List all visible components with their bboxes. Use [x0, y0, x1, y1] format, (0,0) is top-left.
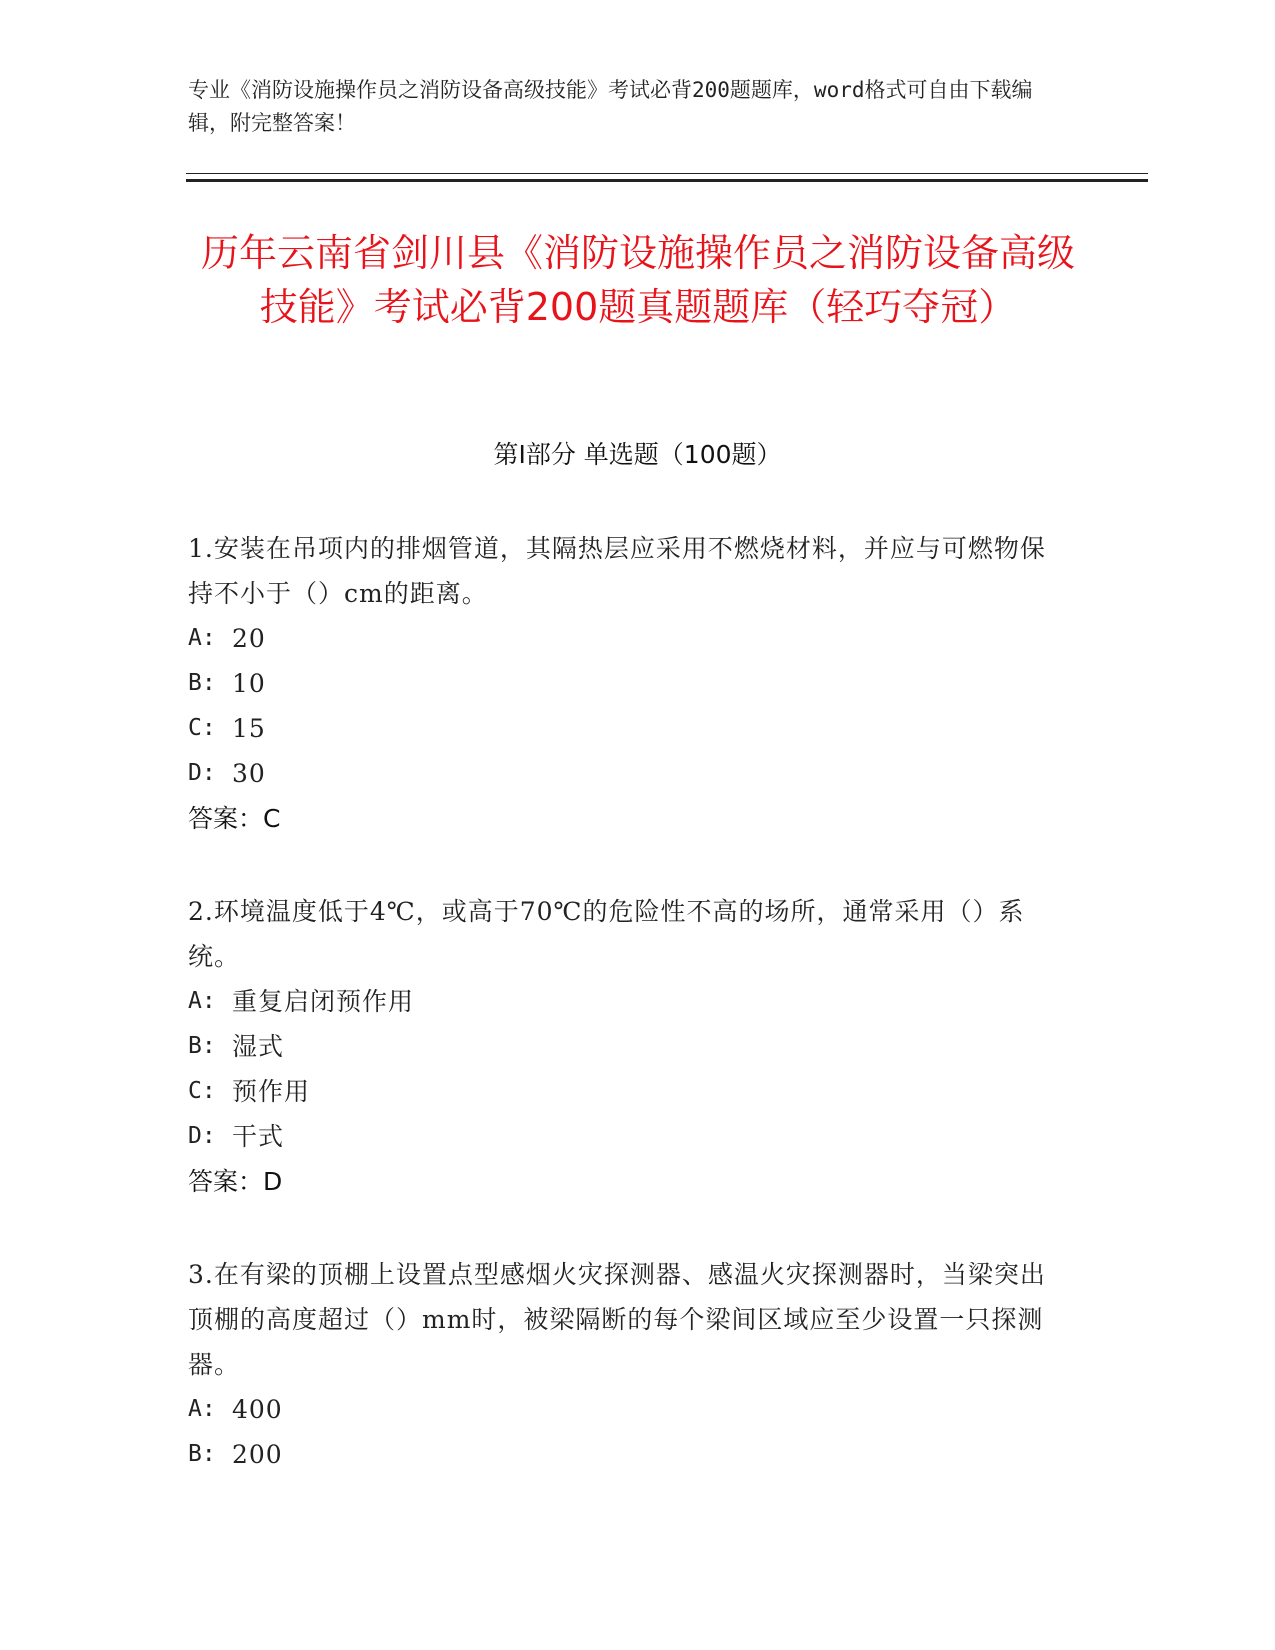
- answer-line: [188, 1159, 1068, 1204]
- option-letter: B:: [188, 1441, 216, 1467]
- option-letter: C:: [188, 1078, 216, 1104]
- option-letter: C:: [188, 715, 216, 741]
- option-text: 200: [232, 1440, 283, 1469]
- option-d: [188, 751, 1068, 796]
- answer-line: [188, 796, 1068, 841]
- option-letter: D:: [188, 760, 216, 786]
- option-text: 湿式: [232, 1032, 285, 1061]
- question-2: [188, 889, 1068, 1204]
- option-text: 10: [232, 669, 266, 698]
- header-divider-thick: [186, 179, 1148, 182]
- answer-prefix: 答案：: [188, 1167, 264, 1196]
- option-letter: A:: [188, 1396, 216, 1422]
- option-a: [188, 979, 1068, 1024]
- header-note: 专业《消防设施操作员之消防设备高级技能》考试必背200题题库，word格式可自由下载编辑，附完整答案！: [188, 78, 1033, 135]
- option-b: [188, 1432, 1068, 1477]
- option-letter: B:: [188, 1033, 216, 1059]
- option-c: [188, 1069, 1068, 1114]
- option-letter: A:: [188, 988, 216, 1014]
- option-text: 干式: [232, 1122, 285, 1151]
- option-text: 15: [232, 714, 266, 743]
- option-text: 20: [232, 624, 266, 653]
- option-text: 重复启闭预作用: [232, 987, 415, 1016]
- question-stem: 1.安装在吊项内的排烟管道，其隔热层应采用不燃烧材料，并应与可燃物保持不小于（）cm的距离。: [188, 534, 1046, 608]
- option-letter: D:: [188, 1123, 216, 1149]
- document-title: 历年云南省剑川县《消防设施操作员之消防设备高级技能》考试必背200题真题题库（轻巧夺冠）: [200, 231, 1075, 329]
- question-stem: 2.环境温度低于4℃，或高于70℃的危险性不高的场所，通常采用（）系统。: [188, 897, 1025, 971]
- question-stem: 3.在有梁的顶棚上设置点型感烟火灾探测器、感温火灾探测器时，当梁突出顶棚的高度超过（）mm时，被梁隔断的每个梁间区域应至少设置一只探测器。: [188, 1260, 1046, 1379]
- option-text: 30: [232, 759, 266, 788]
- section-heading: 第Ⅰ部分 单选题（100题）: [493, 440, 782, 469]
- option-text: 400: [232, 1395, 283, 1424]
- question-1: [188, 526, 1068, 841]
- question-3: [188, 1252, 1068, 1477]
- option-a: [188, 1387, 1068, 1432]
- answer-value: C: [263, 804, 281, 833]
- option-letter: B:: [188, 670, 216, 696]
- option-c: [188, 706, 1068, 751]
- answer-prefix: 答案：: [188, 804, 264, 833]
- option-a: [188, 616, 1068, 661]
- option-d: [188, 1114, 1068, 1159]
- option-letter: A:: [188, 625, 216, 651]
- option-b: [188, 661, 1068, 706]
- option-text: 预作用: [232, 1077, 311, 1106]
- header-divider-thin: [186, 173, 1148, 174]
- option-b: [188, 1024, 1068, 1069]
- answer-value: D: [263, 1167, 283, 1196]
